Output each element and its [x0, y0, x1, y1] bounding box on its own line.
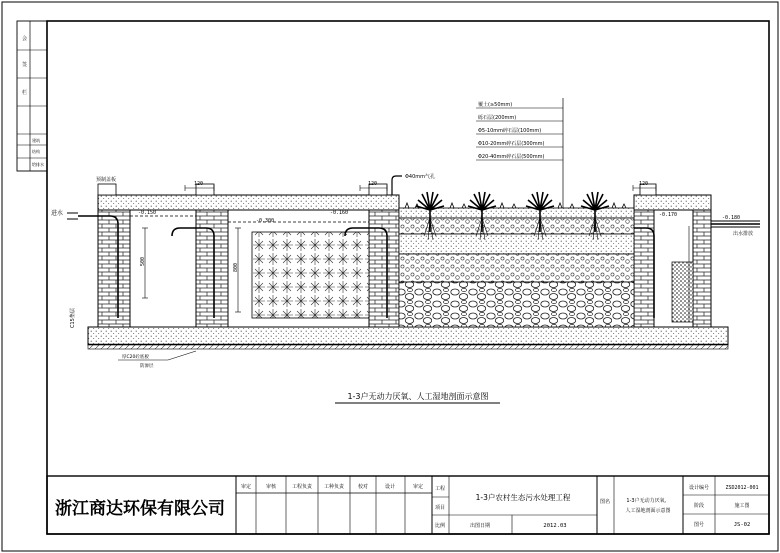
level-minus-160: -0.160 — [330, 210, 349, 216]
level-minus-300: -0.300 — [256, 218, 275, 224]
cell-item: 项目 — [434, 505, 446, 511]
filter-media — [252, 232, 369, 318]
drawing-no-value: JS-02 — [733, 522, 751, 528]
brick-wall-1 — [98, 210, 130, 327]
cover-plate — [98, 195, 399, 210]
design-no-value: ZSD2012-001 — [725, 485, 759, 491]
fine-stone-layer — [399, 234, 634, 254]
legend-layer-0: 覆土(≥50mm) — [478, 102, 513, 108]
base-note-1: 厚C20砼底板 — [122, 355, 149, 360]
date-value: 2012.03 — [543, 523, 567, 529]
sheet-label: 图名 — [599, 499, 611, 505]
brick-wall-5 — [693, 210, 711, 327]
dim-120-a: 120 — [194, 181, 204, 187]
legend-layer-2: Φ5-10mm碎石层(100mm) — [478, 128, 542, 134]
dim-800: 800 — [233, 262, 239, 272]
cell-design: 设计 — [384, 484, 396, 490]
drawing-title-line1: 1-3户无动力厌氧、 — [626, 498, 670, 504]
base-note-2: 防渗层 — [140, 364, 154, 369]
outlet-label: 出水排放 — [733, 231, 754, 237]
inlet-label: 进水 — [51, 210, 64, 217]
level-minus-180: -0.180 — [722, 215, 741, 221]
cell-proj-lead: 工程负责 — [291, 484, 313, 490]
cell-project: 工程 — [434, 486, 446, 492]
dim-120-c: 120 — [639, 181, 649, 187]
cell-review-2: 审定 — [412, 484, 424, 490]
level-minus-170: -0.170 — [659, 212, 678, 218]
margin-label-0: 会 — [22, 36, 28, 42]
legend-layer-4: Φ20-40mm碎石层(500mm) — [478, 154, 545, 160]
margin-label-4: 结构 — [32, 149, 40, 154]
coarse-stone-layer — [399, 282, 634, 327]
margin-label-1: 签 — [22, 62, 28, 68]
dim-120-b: 120 — [368, 181, 378, 187]
cover-plate-label: 预制盖板 — [96, 177, 117, 183]
cover-plate-right — [634, 195, 711, 210]
waterproof-layer — [88, 345, 728, 349]
dim-500: 500 — [140, 256, 146, 266]
cell-review: 审定 — [240, 484, 252, 490]
margin-label-5: 给排水 — [32, 162, 44, 167]
drawing-no-label: 图号 — [693, 522, 705, 528]
drawing-caption: 1-3户无动力厌氧、人工湿地剖面示意图 — [347, 392, 489, 401]
margin-label-3: 建筑 — [32, 138, 40, 143]
drawn-date-label: 出图日期 — [469, 523, 491, 529]
company-name: 浙江商达环保有限公司 — [55, 499, 225, 519]
project-name: 1-3户农村生态污水处理工程 — [475, 493, 571, 502]
outlet-well-media — [672, 262, 693, 322]
design-no-label: 设计编号 — [688, 485, 710, 491]
stage-value: 施工图 — [734, 503, 750, 509]
medium-stone-layer — [399, 254, 634, 282]
cell-check: 审核 — [265, 484, 277, 490]
legend-layer-1: 砾石层(200mm) — [478, 115, 517, 121]
level-minus-150: -0.150 — [138, 210, 157, 216]
base-slab — [88, 327, 728, 345]
left-side-note: C15垫层 — [70, 308, 76, 328]
margin-label-2: 栏 — [22, 90, 28, 96]
cell-scale: 比例 — [434, 523, 446, 529]
legend-layer-3: Φ10-20mm碎石层(300mm) — [478, 141, 545, 147]
vent-label: Φ40mm气孔 — [405, 174, 436, 180]
cell-proofread: 校对 — [357, 484, 369, 490]
drawing-title-line2: 人工湿地剖面示意图 — [625, 508, 671, 514]
stage-label: 阶段 — [693, 503, 705, 509]
cell-spec-lead: 工种负责 — [323, 484, 345, 490]
